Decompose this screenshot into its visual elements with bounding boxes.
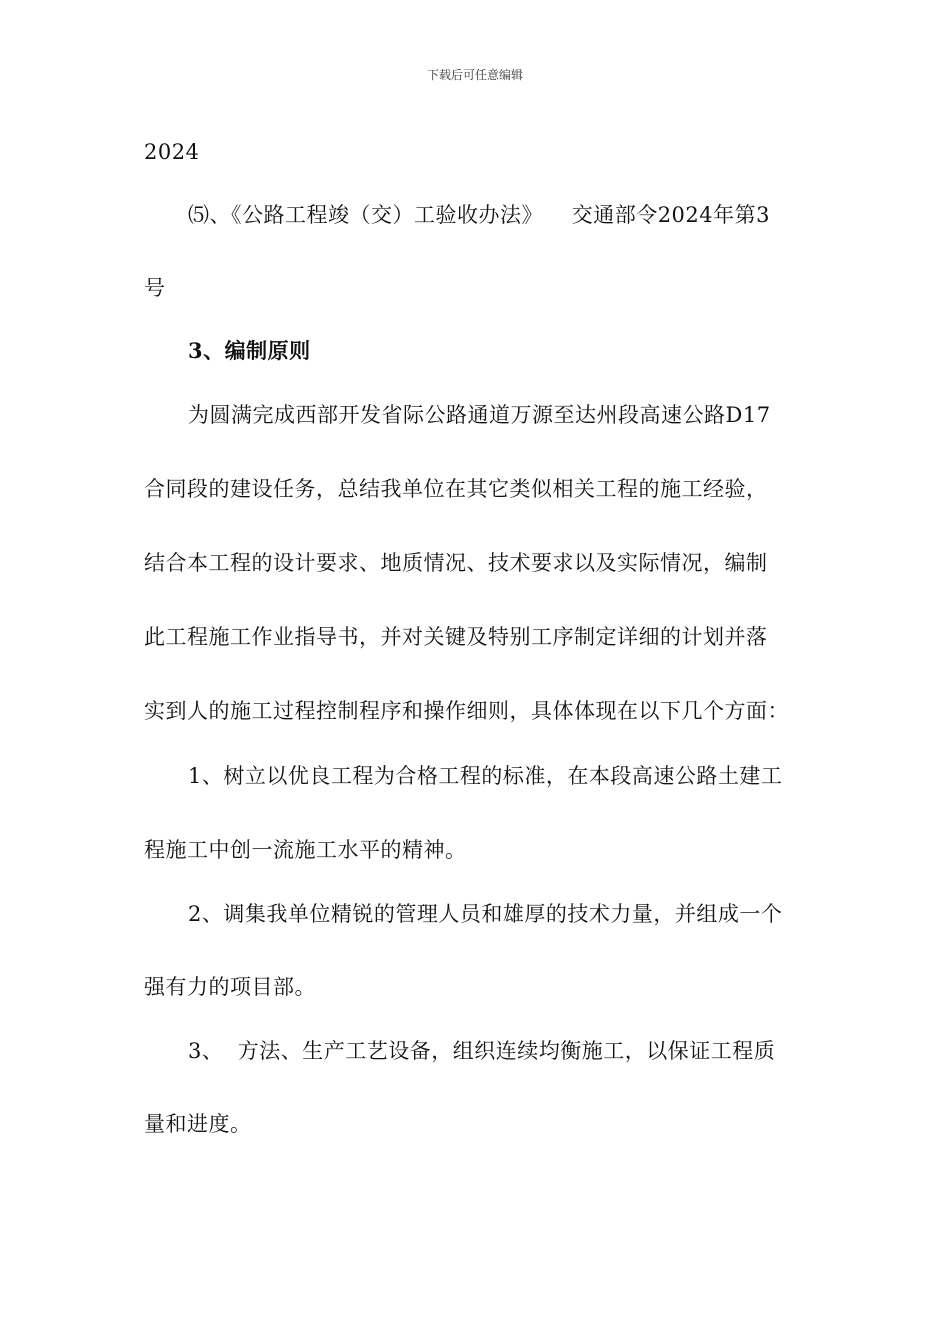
text-line-regulation: ⑸、《公路工程竣（交）工验收办法》 交通部令2024年第3: [188, 203, 771, 227]
list-item-3: 3、 方法、生产工艺设备，组织连续均衡施工，以保证工程质: [188, 1039, 776, 1063]
list-item-3-cont: 量和进度。: [144, 1112, 252, 1136]
page-header: 下载后可任意编辑: [426, 68, 523, 82]
paragraph-line: 实到人的施工过程控制程序和操作细则，具体体现在以下几个方面：: [144, 699, 789, 723]
list-item-1: 1、树立以优良工程为合格工程的标准，在本段高速公路土建工: [188, 764, 783, 788]
list-item-1-cont: 程施工中创一流施工水平的精神。: [144, 838, 467, 862]
section-heading: 3、编制原则: [188, 338, 311, 363]
paragraph-line: 合同段的建设任务，总结我单位在其它类似相关工程的施工经验，: [144, 477, 768, 501]
text-line-regulation-cont: 号: [144, 276, 166, 300]
list-item-2-cont: 强有力的项目部。: [144, 975, 316, 999]
text-line-year: 2024: [144, 140, 200, 164]
list-item-2: 2、调集我单位精锐的管理人员和雄厚的技术力量，并组成一个: [188, 902, 783, 926]
paragraph-line: 结合本工程的设计要求、地质情况、技术要求以及实际情况，编制: [144, 551, 768, 575]
paragraph-line: 此工程施工作业指导书，并对关键及特别工序制定详细的计划并落: [144, 625, 768, 649]
paragraph-line: 为圆满完成西部开发省际公路通道万源至达州段高速公路D17: [188, 403, 771, 427]
